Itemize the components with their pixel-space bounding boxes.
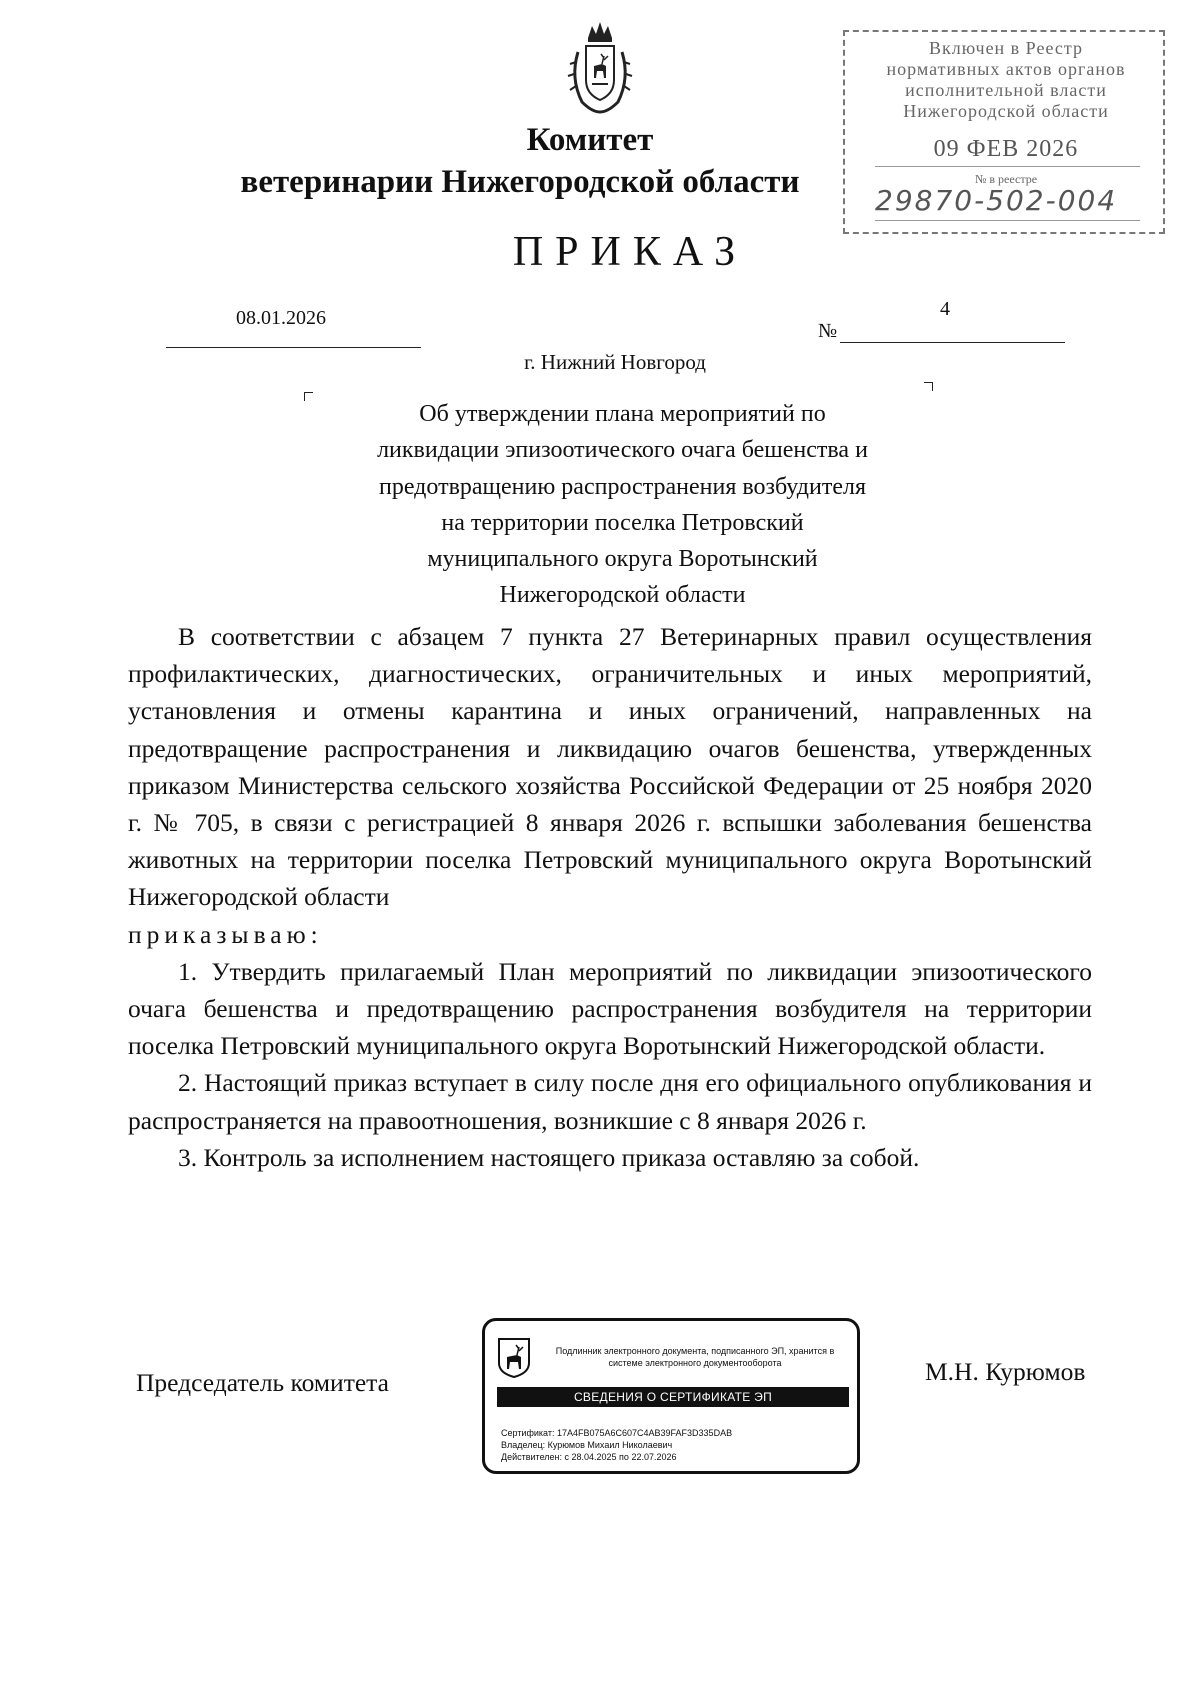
title-line: муниципального округа Воротынский bbox=[427, 546, 818, 573]
deer-emblem-icon bbox=[497, 1337, 531, 1379]
registry-number: 29870-502-004 bbox=[875, 184, 1118, 217]
date-underline bbox=[166, 347, 421, 348]
signer-name: М.Н. Курюмов bbox=[925, 1357, 1086, 1386]
city: г. Нижний Новгород bbox=[524, 350, 706, 374]
registry-line: Включен в Реестр bbox=[929, 38, 1083, 58]
registry-stamp bbox=[843, 30, 1165, 234]
esig-note: Подлинник электронного документа, подписанного ЭП, хранится в системе электронного документооборота bbox=[555, 1346, 835, 1368]
registry-number-label: № в реестре bbox=[974, 172, 1038, 186]
esig-header: СВЕДЕНИЯ О СЕРТИФИКАТЕ ЭП bbox=[497, 1387, 849, 1407]
title-line: на территории поселка Петровский bbox=[441, 509, 804, 536]
order-word: приказываю: bbox=[128, 919, 323, 949]
coat-of-arms-icon bbox=[566, 18, 634, 116]
registry-line: Нижегородской области bbox=[903, 101, 1109, 121]
registry-line: исполнительной власти bbox=[905, 80, 1107, 100]
title-line: ликвидации эпизоотического очага бешенства и bbox=[377, 437, 868, 464]
registry-stamp-text bbox=[845, 38, 1167, 122]
document-title bbox=[300, 396, 945, 614]
number-underline bbox=[840, 342, 1065, 343]
registry-number-line bbox=[875, 220, 1140, 221]
electronic-signature-stamp bbox=[482, 1318, 860, 1474]
title-line: Нижегородской области bbox=[499, 582, 746, 609]
registry-line: нормативных актов органов bbox=[886, 59, 1126, 79]
registry-date: 09 ФЕВ 2026 bbox=[933, 136, 1079, 162]
committee-name-line1: Комитет bbox=[526, 122, 654, 158]
esig-validity: Действителен: с 28.04.2025 по 22.07.2026 bbox=[501, 1452, 677, 1462]
document-type: ПРИКАЗ bbox=[512, 229, 748, 275]
signer-position: Председатель комитета bbox=[136, 1368, 389, 1397]
committee-name-line2: ветеринарии Нижегородской области bbox=[240, 164, 800, 200]
title-line: предотвращению распространения возбудителя bbox=[379, 473, 866, 500]
order-item-1: 1. Утвердить прилагаемый План мероприятий по ликвидации эпизоотического очага бешенства и предотвращению распространения возбудителя на территории поселка Петровский муниципального округа Воротынский Нижегородской области. bbox=[128, 956, 1092, 1061]
document-body bbox=[128, 618, 1092, 1176]
number-label: № bbox=[818, 320, 838, 342]
order-item-3: 3. Контроль за исполнением настоящего приказа оставляю за собой. bbox=[178, 1142, 920, 1172]
order-item-2: 2. Настоящий приказ вступает в силу после дня его официального опубликования и распространяется на правоотношения, возникшие с 8 января 2026 г. bbox=[128, 1068, 1092, 1135]
esig-owner: Владелец: Курюмов Михаил Николаевич bbox=[501, 1440, 673, 1450]
preamble-paragraph: В соответствии с абзацем 7 пункта 27 Ветеринарных правил осуществления профилактических, диагностических, ограничительных и иных мероприятий, установления и отмены карантина и иных ограничений, направленных на предотвращение распространения и ликвидацию очагов бешенства, утвержденных приказом Министерства сельского хозяйства Российской Федерации от 25 ноября 2020 г. № 705, в связи с регистрацией 8 января 2026 г. вспышки заболевания бешенства животных на территории поселка Петровский муниципального округа Воротынский Нижегородской области bbox=[128, 622, 1092, 912]
document-date: 08.01.2026 bbox=[236, 307, 326, 329]
registry-date-line bbox=[875, 166, 1140, 167]
title-line: Об утверждении плана мероприятий по bbox=[419, 401, 826, 427]
title-corner-right bbox=[924, 382, 933, 391]
esig-certificate: Сертификат: 17A4FB075A6C607C4AB39FAF3D335DAB bbox=[501, 1428, 733, 1438]
esig-details bbox=[501, 1427, 732, 1463]
document-number: 4 bbox=[940, 298, 950, 320]
